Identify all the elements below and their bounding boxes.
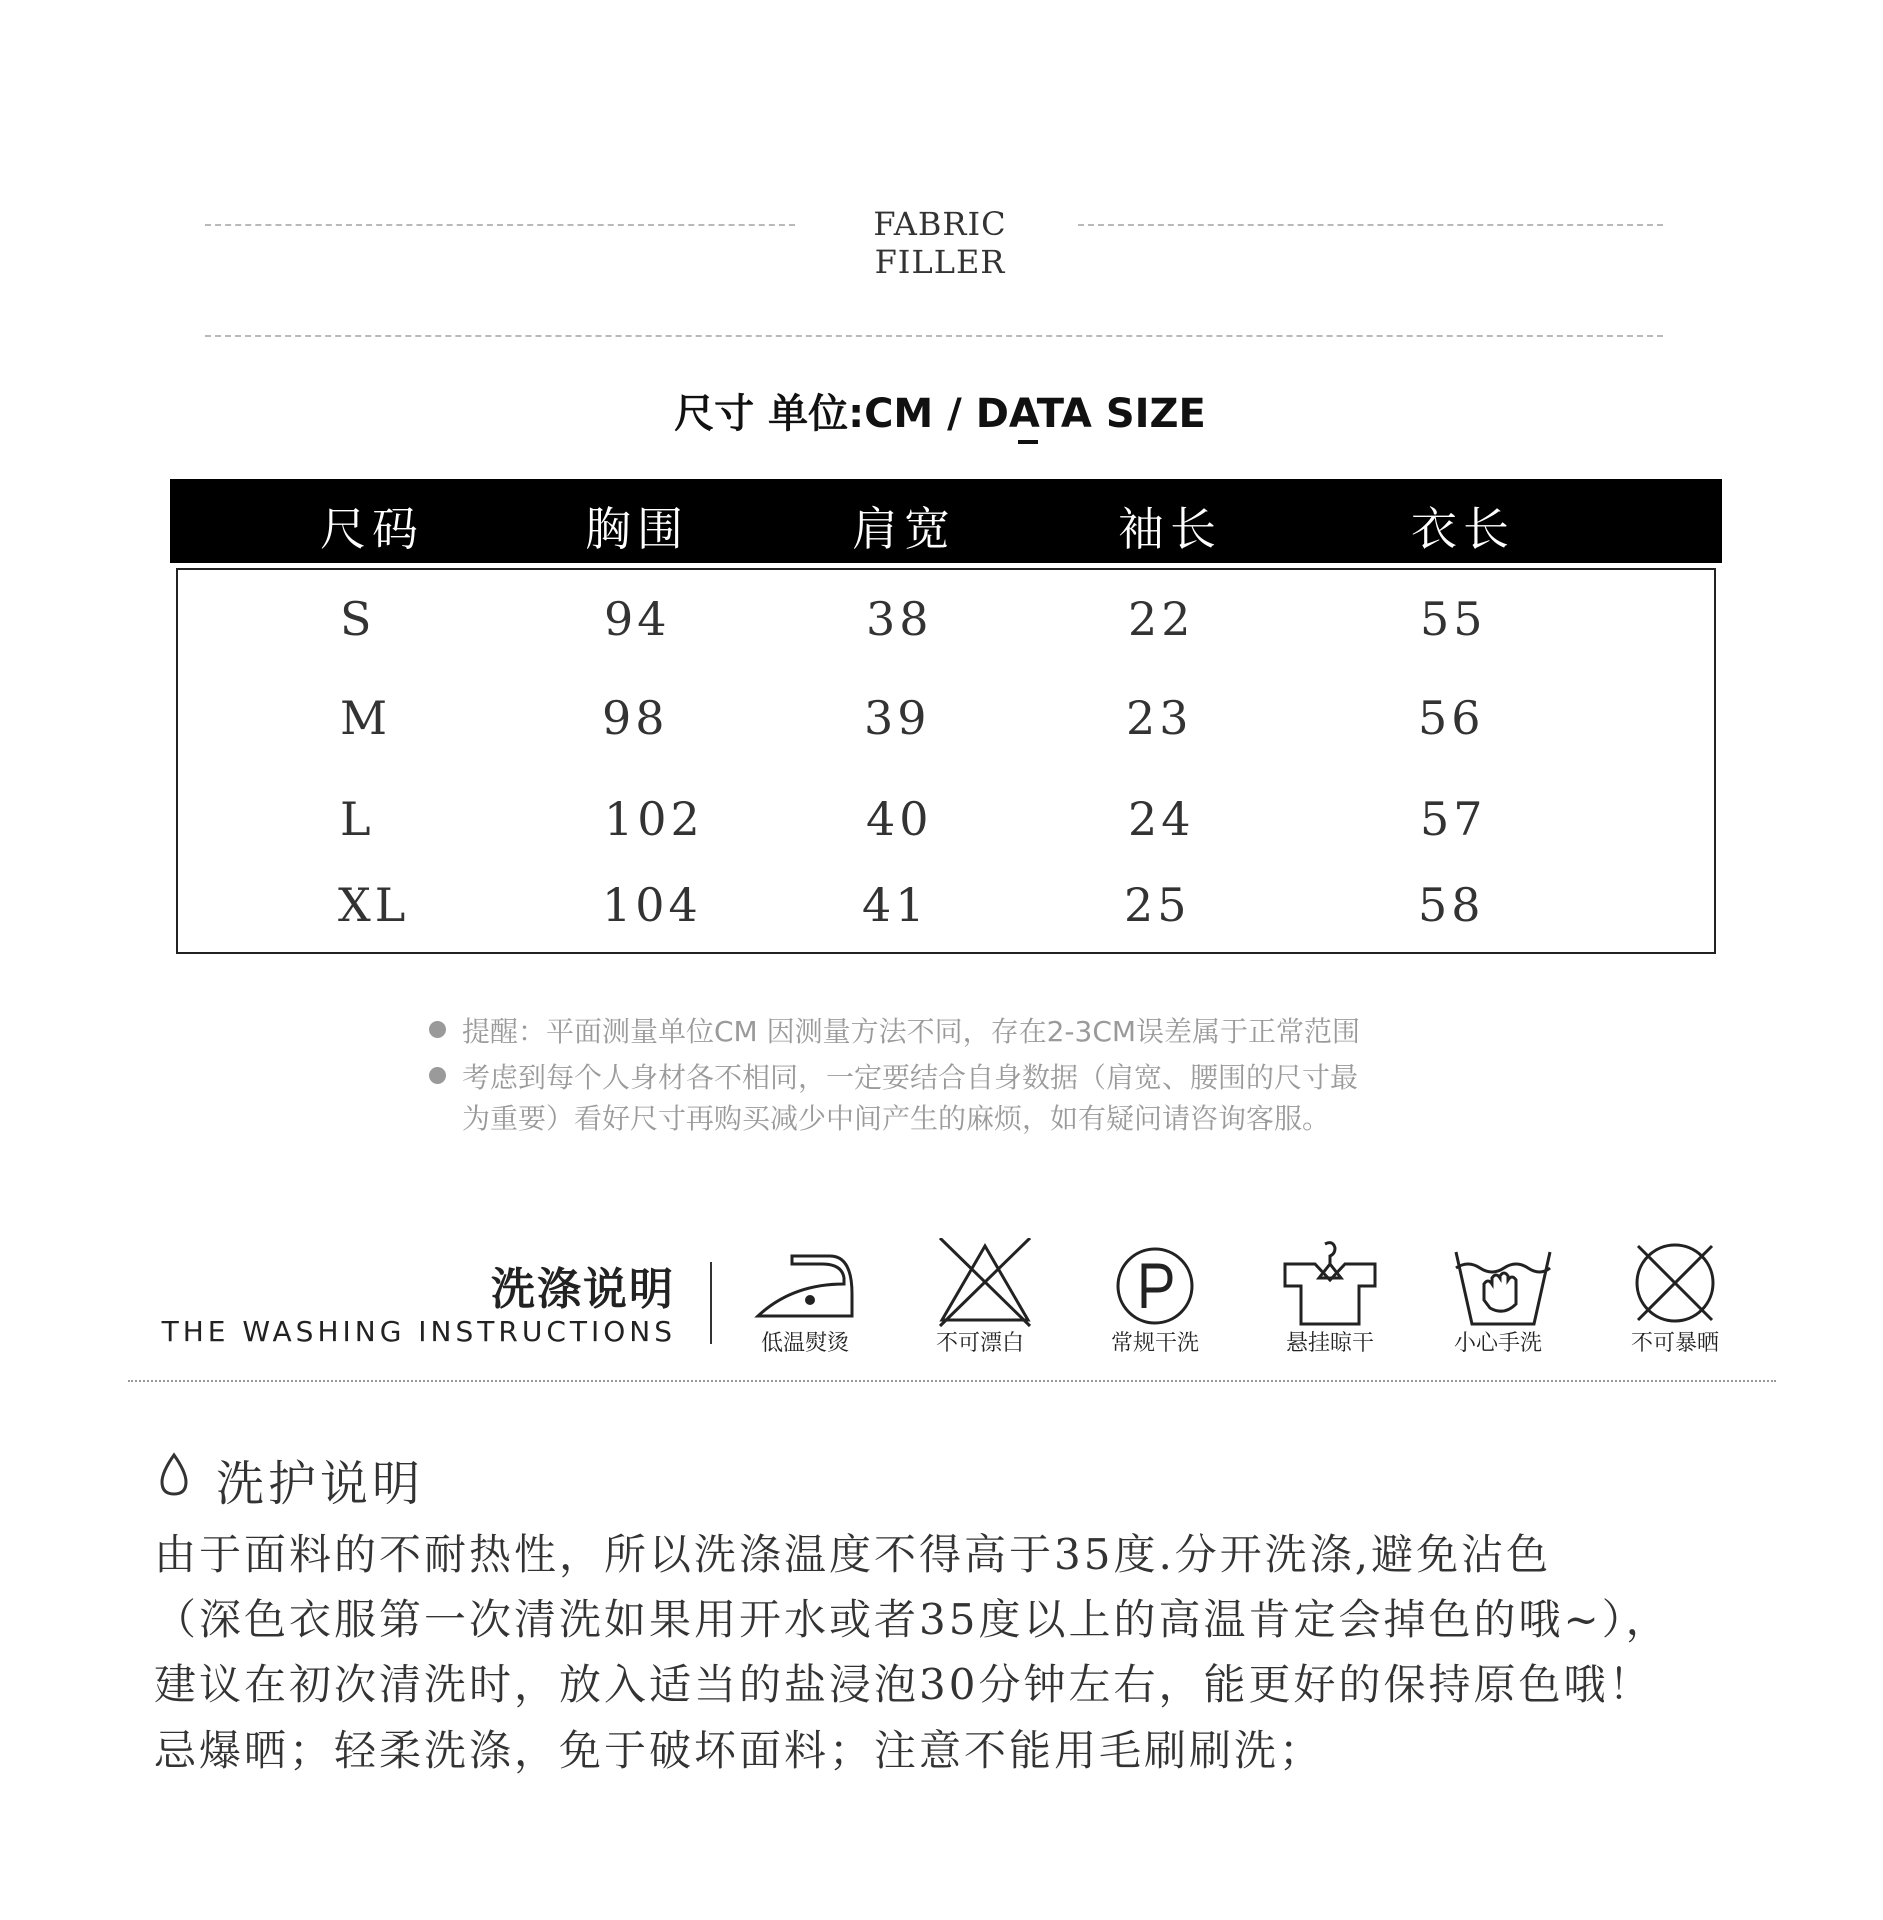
no-bleach-label: 不可漂白 [935, 1331, 1024, 1356]
cell-shoulder: 39 [864, 691, 931, 745]
note-advice-cont: 为重要）看好尺寸再购买减少中间产生的麻烦，如有疑问请咨询客服。 [462, 1102, 1331, 1135]
washing-divider [710, 1262, 712, 1344]
washing-dotted-divider [128, 1380, 1776, 1382]
cell-size: XL [338, 878, 410, 932]
divider-second [205, 335, 1663, 337]
size-table-header [170, 479, 1722, 563]
care-title: 洗护说明 [216, 1456, 425, 1512]
cell-shoulder: 40 [866, 792, 933, 846]
hand-wash-label: 小心手洗 [1453, 1331, 1542, 1356]
washing-title-en: THE WASHING INSTRUCTIONS [161, 1315, 676, 1348]
washing-title-cn: 洗涤说明 [491, 1264, 675, 1315]
dry-clean-label: 常规干洗 [1110, 1331, 1199, 1356]
cell-shoulder: 38 [866, 592, 933, 646]
hang-dry-icon [1275, 1238, 1385, 1328]
care-line: 由于面料的不耐热性，所以洗涤温度不得高于35度.分开洗涤,避免沾色 [154, 1530, 1552, 1579]
note-reminder: 提醒：平面测量单位CM 因测量方法不同，存在2-3CM误差属于正常范围 [462, 1015, 1361, 1048]
cell-sleeve: 24 [1128, 792, 1195, 846]
cell-size: S [340, 592, 376, 646]
cell-chest: 98 [602, 691, 669, 745]
cell-length: 55 [1420, 592, 1487, 646]
cell-sleeve: 22 [1128, 592, 1195, 646]
iron-low-temp-label: 低温熨烫 [760, 1331, 849, 1356]
iron-low-temp-icon [752, 1238, 862, 1328]
care-line: 建议在初次清洗时，放入适当的盐浸泡30分钟左右，能更好的保持原色哦！ [154, 1660, 1654, 1709]
no-sun-dry-label: 不可暴晒 [1630, 1331, 1719, 1356]
water-drop-icon [156, 1452, 192, 1498]
header-size: 尺码 [320, 502, 424, 556]
heading-underline [1018, 440, 1038, 444]
header-shoulder: 肩宽 [852, 502, 956, 556]
cell-length: 57 [1420, 792, 1487, 846]
cell-length: 56 [1418, 691, 1485, 745]
care-line: 忌爆晒；轻柔洗涤，免于破坏面料；注意不能用毛刷刷洗； [154, 1726, 1325, 1775]
cell-size: L [340, 792, 375, 846]
cell-length: 58 [1418, 878, 1485, 932]
header-sleeve: 袖长 [1118, 502, 1222, 556]
cell-chest: 104 [602, 878, 702, 932]
dry-clean-p-icon [1100, 1238, 1210, 1328]
note-bullet [429, 1067, 446, 1084]
hang-dry-label: 悬挂晾干 [1285, 1331, 1374, 1356]
note-bullet [429, 1021, 446, 1038]
cell-shoulder: 41 [862, 878, 929, 932]
header-chest: 胸围 [585, 502, 689, 556]
cell-chest: 94 [604, 592, 671, 646]
hand-wash-icon [1448, 1238, 1558, 1328]
divider-top-right [1078, 224, 1663, 226]
care-line: （深色衣服第一次清洗如果用开水或者35度以上的高温肯定会掉色的哦~）， [154, 1595, 1671, 1644]
cell-chest: 102 [604, 792, 704, 846]
cell-size: M [340, 691, 392, 745]
cell-sleeve: 25 [1124, 878, 1191, 932]
note-advice: 考虑到每个人身材各不相同，一定要结合自身数据（肩宽、腰围的尺寸最 [462, 1061, 1359, 1094]
size-table-heading: 尺寸 单位:CM / DATA SIZE [674, 391, 1206, 437]
header-length: 衣长 [1411, 502, 1515, 556]
no-bleach-icon [930, 1238, 1040, 1328]
no-sun-dry-icon [1620, 1238, 1730, 1328]
divider-top-left [205, 224, 795, 226]
fabric-filler-title: FABRIC FILLER [873, 205, 1007, 281]
cell-sleeve: 23 [1126, 691, 1193, 745]
